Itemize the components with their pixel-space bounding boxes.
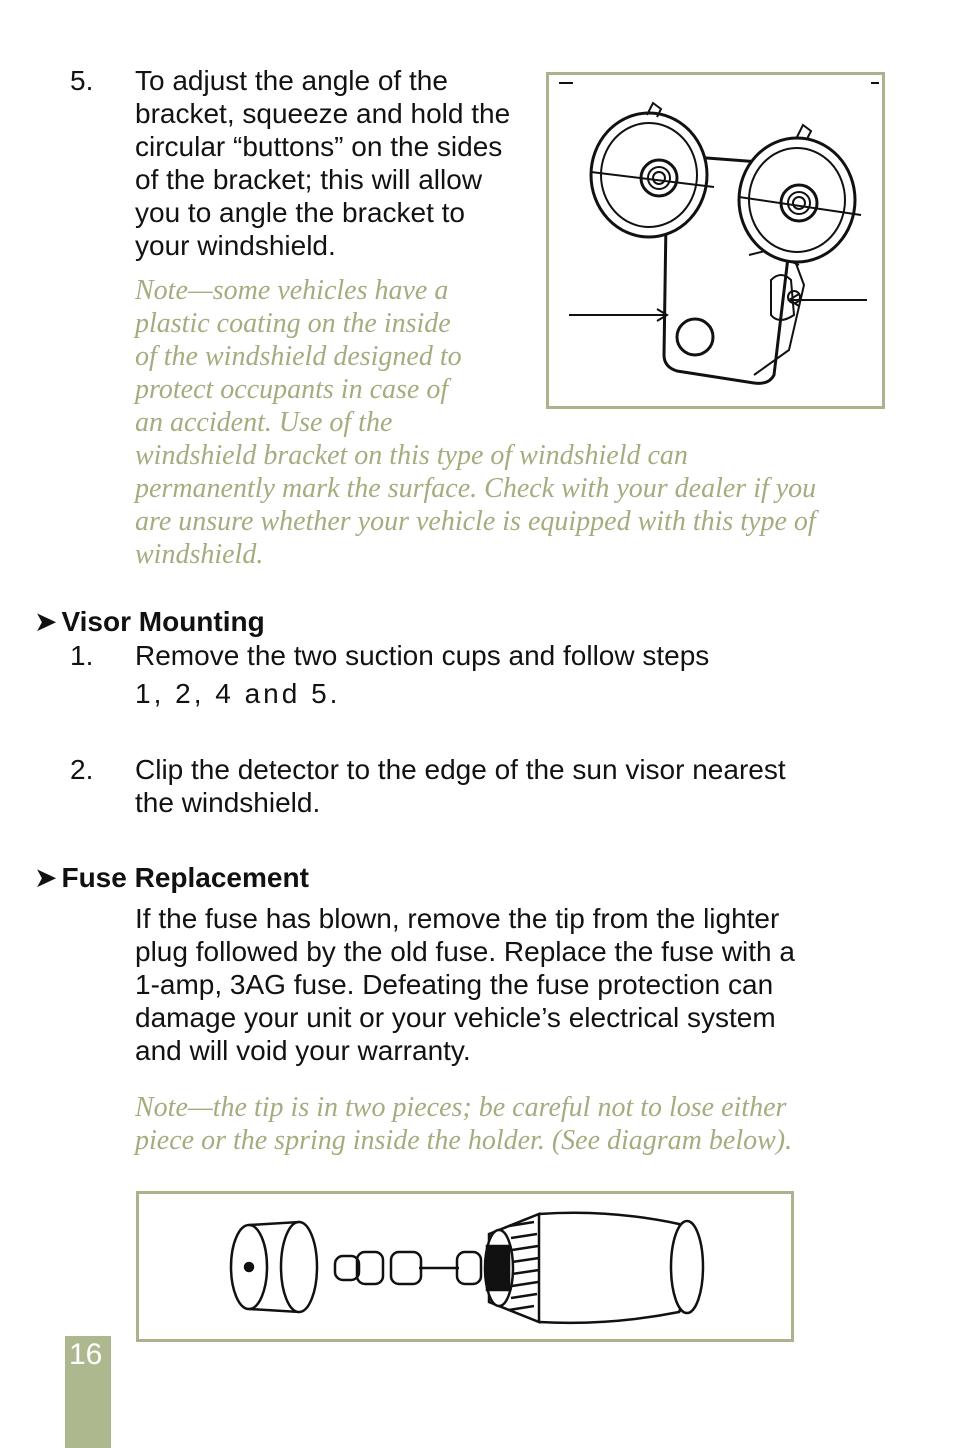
fuse-instructions [135,902,795,1067]
visor-heading-text: Visor Mounting [61,606,265,637]
note-line: permanently mark the surface. Check with your dealer if you [135,473,817,504]
fuse-line: and will void your warranty. [135,1035,471,1066]
note-line: Note—some vehicles have a [135,275,449,306]
note-line: piece or the spring inside the holder. (See diagram below). [135,1125,793,1156]
visor-step1-line2: 1, 2, 4 and 5. [135,678,341,709]
note-line: are unsure whether your vehicle is equipped with this type of [135,506,816,537]
visor-step2-line2: the windshield. [135,787,321,818]
lighter-plug-illustration [139,1194,791,1339]
note-line: Note—the tip is in two pieces; be careful not to lose either [135,1092,787,1123]
note-line: of the windshield designed to [135,341,462,372]
fuse-line: plug followed by the old fuse. Replace the fuse with a [135,936,795,967]
step5-number: 5. [70,65,94,96]
bracket-figure [546,72,885,409]
visor-step1-line1: Remove the two suction cups and follow steps [135,640,710,671]
note-line: plastic coating on the inside [135,308,451,339]
arrow-bullet-icon: ➤ [34,862,58,893]
fuse-note [135,1091,792,1157]
fuse-diagram [136,1191,794,1342]
fuse-line: If the fuse has blown, remove the tip from the lighter [135,903,780,934]
note-line: an accident. Use of the [135,407,393,438]
step5-line: you to angle the bracket to [135,197,465,228]
step5-line: bracket, squeeze and hold the [135,98,511,129]
visor-step1-number: 1. [70,640,94,671]
arrow-bullet-icon: ➤ [34,606,58,637]
step5-line: your windshield. [135,230,336,261]
note-line: windshield bracket on this type of windshield can [135,440,688,471]
fuse-heading [34,861,309,894]
visor-step2-line1: Clip the detector to the edge of the sun visor nearest [135,754,786,785]
fuse-line: damage your unit or your vehicle’s electrical system [135,1002,776,1033]
windshield-bracket-illustration [549,75,882,406]
step5-instructions [135,64,510,262]
visor-heading [34,605,265,638]
step5-line: of the bracket; this will allow [135,164,483,195]
page-number-tab [65,1336,111,1448]
page-number: 16 [69,1338,103,1371]
step5-line: circular “buttons” on the sides [135,131,503,162]
note-line: windshield. [135,539,264,570]
fuse-heading-text: Fuse Replacement [61,862,309,893]
fuse-line: 1-amp, 3AG fuse. Defeating the fuse protection can [135,969,774,1000]
step5-line: To adjust the angle of the [135,65,448,96]
note-line: protect occupants in case of [135,374,449,405]
visor-step2-number: 2. [70,754,94,785]
